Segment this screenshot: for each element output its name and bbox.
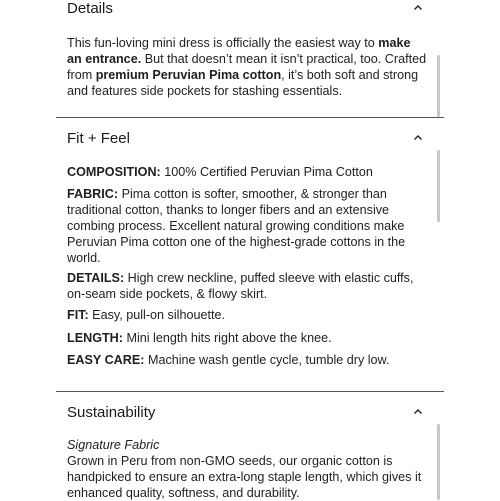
spec-value: High crew neckline, puffed sleeve with elastic cuffs, on-seam side pockets, & flowy skirt. bbox=[67, 271, 414, 301]
sustainability-scrollbar[interactable] bbox=[437, 424, 440, 500]
fit-feel-title: Fit + Feel bbox=[67, 130, 130, 147]
spec-fabric bbox=[67, 186, 427, 266]
spec-details bbox=[67, 270, 427, 302]
spec-composition bbox=[67, 164, 427, 180]
spec-value: 100% Certified Peruvian Pima Cotton bbox=[160, 165, 373, 179]
details-text-2: But that doesn’t mean it isn’t practical, too. Crafted from bbox=[67, 52, 427, 82]
spec-value: Machine wash gentle cycle, tumble dry low. bbox=[144, 353, 390, 367]
spec-fit bbox=[67, 307, 427, 323]
spec-label: LENGTH: bbox=[67, 331, 123, 345]
spec-value: Mini length hits right above the knee. bbox=[122, 331, 332, 345]
details-text-3: , it’s both soft and strong and features side pockets for stashing essentials. bbox=[67, 68, 419, 98]
spec-label: FABRIC: bbox=[67, 187, 119, 201]
spec-value: Pima cotton is softer, smoother, & stronger than traditional cotton, thanks to longer fibers and an extensive combing process. Excellent natural growing conditions make Peruvian Pima cotton one of the highest-grade cottons in the world. bbox=[67, 187, 406, 265]
section-divider bbox=[56, 391, 444, 392]
spec-label: FIT: bbox=[67, 308, 89, 322]
details-header[interactable] bbox=[56, 0, 444, 24]
spec-length bbox=[67, 330, 427, 346]
fit-feel-scrollbar[interactable] bbox=[437, 150, 440, 222]
spec-label: DETAILS: bbox=[67, 271, 125, 285]
spec-easy-care bbox=[67, 352, 427, 368]
spec-label: COMPOSITION: bbox=[67, 165, 161, 179]
sustainability-subtitle: Signature Fabric bbox=[67, 438, 160, 452]
sustainability-title: Sustainability bbox=[67, 404, 156, 421]
chevron-up-icon[interactable] bbox=[411, 1, 425, 15]
details-text-1: This fun-loving mini dress is officially the easiest way to bbox=[67, 36, 379, 50]
details-scrollbar[interactable] bbox=[437, 55, 440, 117]
fit-feel-header[interactable] bbox=[56, 130, 444, 154]
chevron-up-icon[interactable] bbox=[411, 405, 425, 419]
product-info-panel bbox=[56, 0, 444, 500]
spec-value: Easy, pull-on silhouette. bbox=[88, 308, 225, 322]
details-text-bold-2: premium Peruvian Pima cotton bbox=[95, 68, 282, 82]
sustainability-body: Grown in Peru from non-GMO seeds, our organic cotton is handpicked to ensure an extra-long staple length, which gives it enhanced quality, softness, and durability. bbox=[67, 454, 422, 500]
details-description bbox=[67, 35, 427, 99]
section-divider bbox=[56, 117, 444, 118]
spec-label: EASY CARE: bbox=[67, 353, 145, 367]
details-title: Details bbox=[67, 0, 113, 17]
details-text-bold-1: make an entrance. bbox=[67, 36, 411, 66]
chevron-up-icon[interactable] bbox=[411, 131, 425, 145]
sustainability-header[interactable] bbox=[56, 404, 444, 428]
